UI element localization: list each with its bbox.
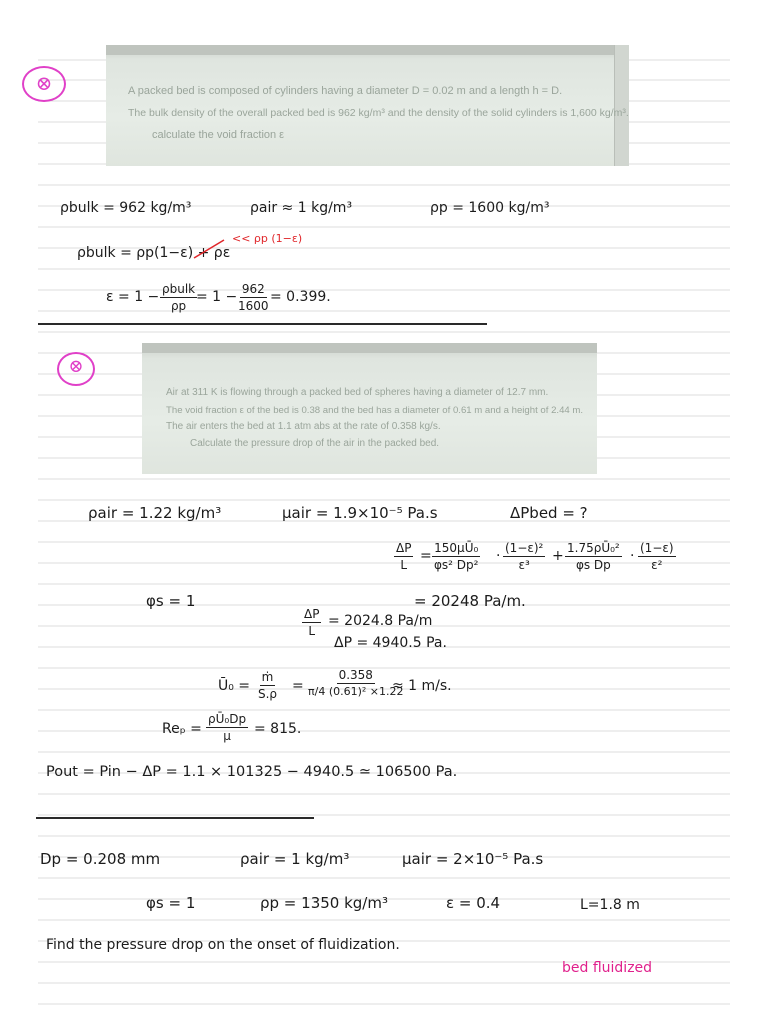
frac-1-numerator: ρbulk	[162, 282, 196, 296]
dp-value: ΔP = 4940.5 Pa.	[334, 635, 447, 651]
problem-2-screenshot	[142, 343, 597, 474]
frac-2-numerator: 962	[241, 282, 265, 296]
problem-1-screenshot	[106, 45, 629, 166]
mu-air-3: μair = 2×10⁻⁵ Pa.s	[402, 850, 544, 868]
mu-air-2: μair = 1.9×10⁻⁵ Pa.s	[282, 504, 438, 522]
rho-p-given: ρp = 1600 kg/m³	[430, 200, 550, 216]
phi-s-3: φs = 1	[146, 894, 196, 912]
ergun-term-4: $\frac{(1-\varepsilon)}{\text{ε²}}$	[640, 541, 674, 572]
eps-3: ε = 0.4	[446, 894, 501, 912]
section-divider-1	[38, 323, 487, 325]
void-fraction-result: = 0.399.	[270, 289, 331, 305]
rho-air-3: ρair = 1 kg/m³	[240, 850, 350, 868]
dp-over-l: $\frac{\Delta P}{L}$	[304, 607, 320, 638]
rho-p-3: ρp = 1350 kg/m³	[260, 894, 388, 912]
rho-air-given: ρair ≈ 1 kg/m³	[250, 200, 353, 216]
ergun-equals: =	[420, 548, 432, 564]
dp-bed-question: ΔPbed = ?	[510, 504, 588, 522]
correction-strike	[190, 236, 230, 262]
void-fraction-lhs: ε = 1 −	[106, 289, 160, 305]
problem-2-line-2: The void fraction ε of the bed is 0.38 and the bed has a diameter of 0.61 m and a height of 2.44 m.	[166, 405, 584, 416]
rep-frac: $\frac{\text{ρŪ₀Dp}}{\mu}$	[208, 712, 247, 743]
bed-fluidized-note: bed fluidized	[562, 960, 653, 976]
u0-frac-1: $\frac{\text{ṁ}}{S.\rho}$	[258, 670, 278, 701]
task-3: Find the pressure drop on the onset of fluidization.	[46, 937, 400, 953]
ergun-term-2: $\frac{\text{(1−ε)²}}{\text{ε³}}$	[505, 541, 544, 572]
problem-2-line-3: The air enters the bed at 1.1 atm abs at the rate of 0.358 kg/s.	[166, 421, 441, 432]
ergun-dot-2: ·	[630, 548, 635, 564]
ergun-lhs: $\frac{\Delta P}{L}$	[396, 541, 412, 572]
u0-frac-2: $\frac{0.358}{\text{π/4 (0.61)² ×1.22}}$	[308, 668, 404, 698]
rho-bulk-given: ρbulk = 962 kg/m³	[60, 200, 192, 216]
void-fraction-frac-2	[236, 282, 271, 313]
problem-2-line-1: Air at 311 K is flowing through a packed bed of spheres having a diameter of 12.7 mm.	[166, 387, 549, 398]
problem-2-marker: ⊗	[57, 352, 95, 386]
phi-s-2: φs = 1	[146, 592, 196, 610]
ergun-term-1: $\frac{\text{150μŪ₀}}{\text{φs² Dp²}}$	[434, 541, 479, 572]
bulk-density-equation: ρbulk = ρp(1−ε) + ρε	[77, 245, 231, 261]
bulk-density-correction: << ρp (1−ε)	[232, 232, 303, 245]
L-3: L=1.8 m	[580, 897, 640, 913]
rho-air-2: ρair = 1.22 kg/m³	[88, 504, 222, 522]
problem-2-line-4: Calculate the pressure drop of the air in the packed bed.	[190, 438, 440, 449]
section-divider-2	[36, 817, 314, 819]
u0-equals: =	[292, 678, 304, 694]
ergun-dot-1: ·	[496, 548, 501, 564]
void-fraction-mid: = 1 −	[196, 289, 238, 305]
rep-result: = 815.	[254, 721, 302, 737]
pout-equation: Pout = Pin − ΔP = 1.1 × 101325 − 4940.5 ≃ 106500 Pa.	[46, 764, 458, 780]
problem-1-line-1: A packed bed is composed of cylinders having a diameter D = 0.02 m and a length h = D.	[128, 85, 563, 97]
u0-result: ≈ 1 m/s.	[392, 678, 452, 694]
rep-lhs: Reₚ =	[162, 721, 202, 737]
void-fraction-frac-1	[160, 282, 197, 313]
problem-1-marker: ⊗	[22, 66, 66, 102]
problem-1-line-2: The bulk density of the overall packed bed is 962 kg/m³ and the density of the solid cylinders is 1,600 kg/m³.	[128, 107, 629, 119]
problem-1-line-3: calculate the void fraction ε	[152, 129, 285, 141]
dp-over-l-value: = 2024.8 Pa/m	[328, 613, 433, 629]
u0-lhs: Ū₀ =	[218, 678, 251, 694]
ergun-term-3: $\frac{\text{1.75ρŪ₀²}}{\text{φs Dp}}$	[567, 541, 620, 572]
dp-given-3: Dp = 0.208 mm	[40, 850, 161, 868]
ergun-plus: +	[552, 548, 564, 564]
ergun-result: = 20248 Pa/m.	[414, 592, 526, 610]
frac-2-denominator: 1600	[238, 299, 269, 313]
frac-1-denominator: ρp	[170, 299, 187, 313]
